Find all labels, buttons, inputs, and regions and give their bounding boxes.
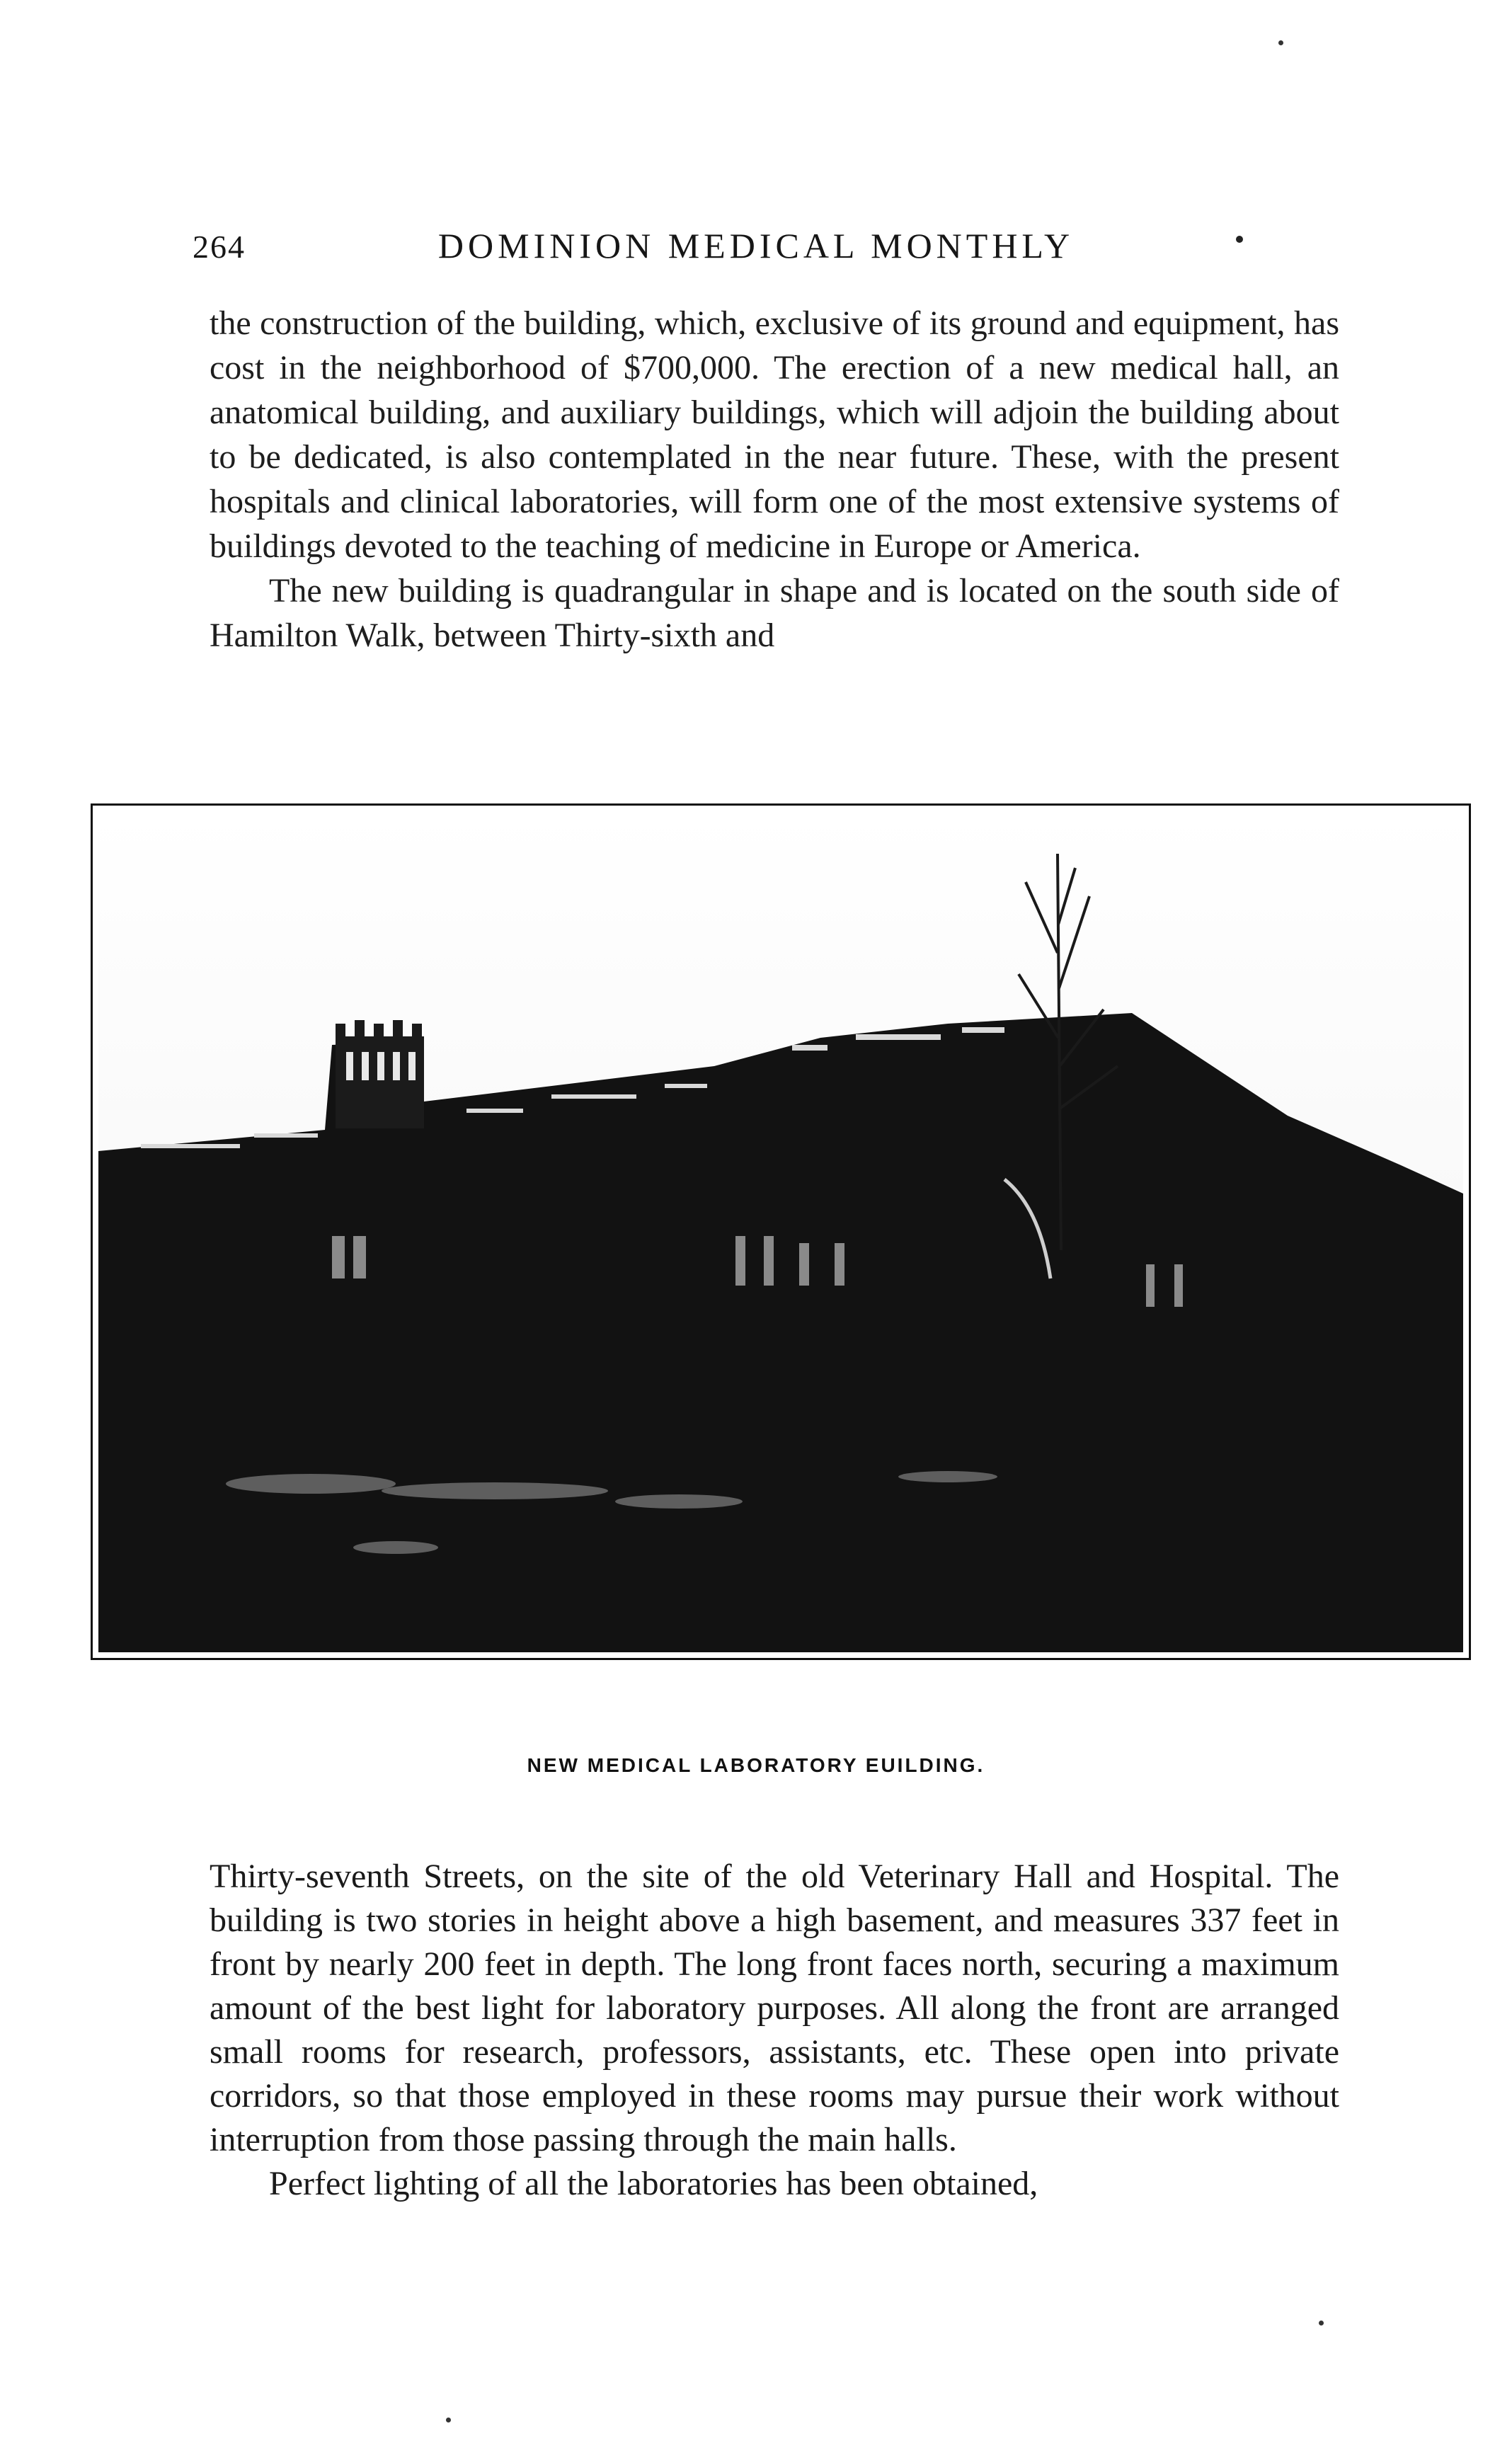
building-photograph-frame xyxy=(91,803,1471,1660)
top-paragraph-new: The new building is quadrangular in shape and is located on the south side of Hamilton Walk, between Thirty-sixth and xyxy=(210,572,1339,654)
page-number: 264 xyxy=(193,229,246,265)
tower xyxy=(336,1036,424,1128)
top-paragraph-continued: the construction of the building, which, exclusive of its ground and equipment, has cost in the neighborhood of $700,000. The erection of a new medical hall, an anatomical building, and auxiliary buildings, which will adjoin the building about to be dedicated, is also contemplated in the near future. These, with the present hospitals and clinical laboratories, will form one of the most extensive systems of buildings devoted to the teaching of medicine in Europe or America. xyxy=(210,304,1339,565)
top-text-block xyxy=(210,301,1339,658)
figure-caption: NEW MEDICAL LABORATORY EUILDING. xyxy=(527,1754,985,1776)
print-speck xyxy=(1319,2321,1324,2325)
running-head: DOMINION MEDICAL MONTHLY xyxy=(437,226,1075,265)
print-speck xyxy=(1278,40,1283,45)
bottom-paragraph-continued: Thirty-seventh Streets, on the site of the old Veterinary Hall and Hospital. The building is two stories in height above a high basement, and measures 337 feet in front by nearly 200 feet in depth. The long front faces north, securing a maximum amount of the best light for laboratory purposes. All along the front are arranged small rooms for research, professors, assistants, etc. These open into private corridors, so that those employed in these rooms may pursue their work without interruption from those passing through the main halls. xyxy=(210,1858,1339,2158)
print-speck xyxy=(446,2418,451,2422)
header-dot xyxy=(1236,236,1243,243)
building-photograph xyxy=(98,811,1463,1652)
bottom-text-block xyxy=(210,1855,1339,2206)
bottom-paragraph-new: Perfect lighting of all the laboratories has been obtained, xyxy=(269,2165,1038,2202)
